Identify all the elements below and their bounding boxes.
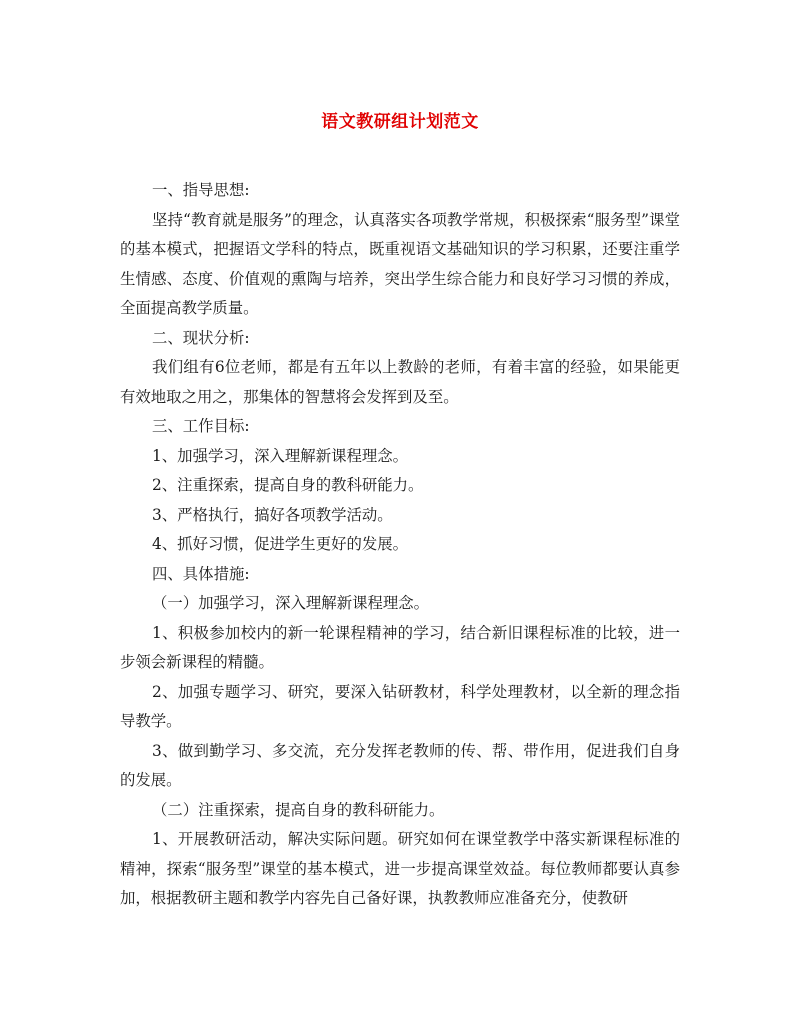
- list-item: 1、加强学习，深入理解新课程理念。: [152, 446, 409, 465]
- paragraph: 1、积极参加校内的新一轮课程精神的学习，结合新旧课程标准的比较，进一步领会新课程的精髓。: [120, 623, 680, 671]
- paragraph: 1、开展教研活动，解决实际问题。研究如何在课堂教学中落实新课程标准的精神，探索“服务型”课堂的基本模式，进一步提高课堂效益。每位教师都要认真参加，根据教研主题和教学内容先自己备好课，执教教师应准备充分，使教研: [120, 830, 680, 907]
- paragraph: 坚持“教育就是服务”的理念，认真落实各项教学常规，积极探索“服务型”课堂的基本模式，把握语文学科的特点，既重视语文基础知识的学习积累，还要注重学生情感、态度、价值观的熏陶与培养，突出学生综合能力和良好学习习惯的养成，全面提高教学质量。: [120, 210, 680, 317]
- section-heading: 三、工作目标:: [152, 417, 250, 435]
- section-heading: 二、现状分析:: [152, 328, 250, 347]
- paragraph: 3、做到勤学习、多交流，充分发挥老教师的传、帮、带作用，促进我们自身的发展。: [120, 741, 680, 789]
- list-item: 3、严格执行，搞好各项教学活动。: [152, 505, 393, 524]
- paragraph: 我们组有6位老师，都是有五年以上教龄的老师，有着丰富的经验，如果能更有效地取之用之，那集体的智慧将会发挥到及至。: [120, 358, 680, 406]
- paragraph: 2、加强专题学习、研究，要深入钻研教材，科学处理教材，以全新的理念指导教学。: [120, 682, 680, 730]
- section-heading: 四、具体措施:: [152, 564, 250, 583]
- document-title: 语文教研组计划范文: [321, 112, 479, 132]
- document-body: [120, 176, 680, 914]
- list-item: 4、抓好习惯，促进学生更好的发展。: [152, 535, 409, 553]
- subsection-heading: （一）加强学习，深入理解新课程理念。: [152, 594, 430, 612]
- list-item: 2、注重探索，提高自身的教科研能力。: [152, 476, 424, 494]
- section-heading: 一、指导思想:: [152, 181, 250, 199]
- subsection-heading: （二）注重探索，提高自身的教科研能力。: [152, 800, 445, 819]
